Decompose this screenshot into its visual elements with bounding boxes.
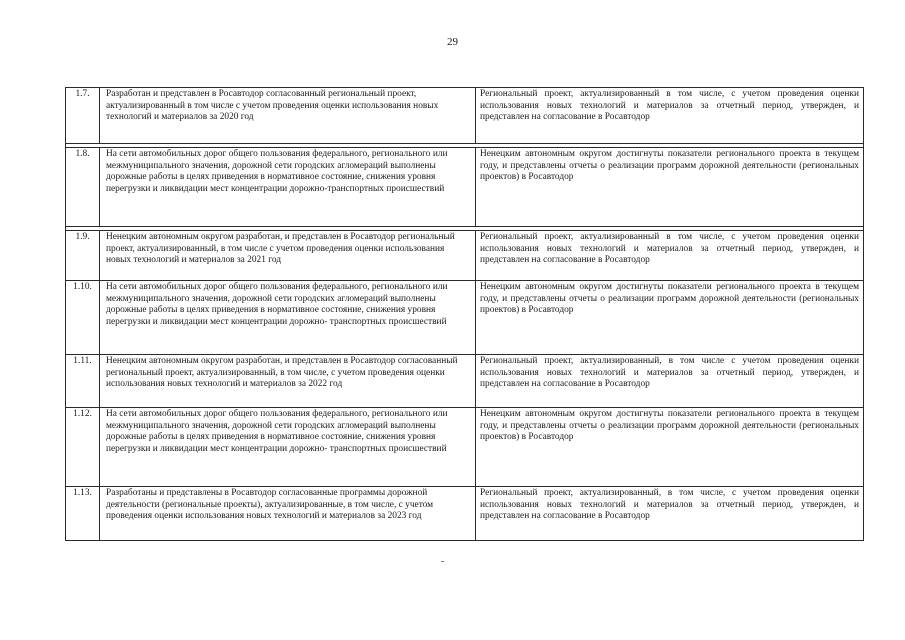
task-text: Ненецким автономным округом разработан, и представлен в Росавтодор региональный проект, актуализированный, в том числе с учетом проведения оценки использования новых технологий и материалов за 2021 год: [100, 231, 476, 281]
scan-speck: [441, 561, 444, 562]
task-text: Разработан и представлен в Росавтодор согласованный региональный проект, актуализированный в том числе с учетом проведения оценки использования новых технологий и материалов за 2020 год: [100, 88, 476, 144]
measures-table: [65, 87, 864, 541]
row-number: 1.8.: [66, 148, 100, 227]
row-number: 1.9.: [66, 231, 100, 281]
table-row: [66, 88, 864, 144]
table-row: [66, 148, 864, 227]
task-text: На сети автомобильных дорог общего пользования федерального, регионального или межмуниципального значения, дорожной сети городских агломераций выполнены дорожные работы в целях приведения в нормативное состояние, снижения уровня перегрузки и ликвидации мест концентрации дорожно- транспортных происшествий: [100, 408, 476, 487]
task-text: На сети автомобильных дорог общего пользования федерального, регионального или межмуниципального значения, дорожной сети городских агломераций выполнены дорожные работы в целях приведения в нормативное состояние, снижения уровня перегрузки и ликвидации мест концентрации дорожно- транспортных происшествий: [100, 281, 476, 355]
result-text: Региональный проект, актуализированный, в том числе с учетом проведения оценки использования новых технологий и материалов за отчетный период, утвержден, и представлен на согласование в Росавтодор: [476, 355, 864, 408]
table-row: [66, 281, 864, 355]
page-number: 29: [447, 36, 458, 48]
row-number: 1.13.: [66, 487, 100, 541]
result-text: Региональный проект, актуализированный в том числе, с учетом проведения оценки использования новых технологий и материалов за отчетный период, утвержден, и представлен на согласование в Росавтодор: [476, 88, 864, 144]
task-text: На сети автомобильных дорог общего пользования федерального, регионального или межмуниципального значения, дорожной сети городских агломераций выполнены дорожные работы в целях приведения в нормативное состояние, снижения уровня перегрузки и ликвидации мест концентрации дорожно-транспортных происшествий: [100, 148, 476, 227]
table-row: [66, 408, 864, 487]
table-row: [66, 355, 864, 408]
result-text: Региональный проект, актуализированный, в том числе, с учетом проведения оценки использования новых технологий и материалов за отчетный период, утвержден, и представлен на согласование в Росавтодор: [476, 487, 864, 541]
table-row: [66, 231, 864, 281]
row-number: 1.12.: [66, 408, 100, 487]
table-row: [66, 487, 864, 541]
row-number: 1.7.: [66, 88, 100, 144]
task-text: Ненецким автономным округом разработан, и представлен в Росавтодор согласованный региональный проект, актуализированный, в том числе, с учетом проведения оценки использования новых технологий и материалов за 2022 год: [100, 355, 476, 408]
result-text: Ненецким автономным округом достигнуты показатели регионального проекта в текущем году, и представлены отчеты о реализации программ дорожной деятельности (региональных проектов) в Росавтодор: [476, 148, 864, 227]
row-number: 1.11.: [66, 355, 100, 408]
result-text: Региональный проект, актуализированный в том числе, с учетом проведения оценки использования новых технологий и материалов за отчетный период, утвержден, и представлен на согласование в Росавтодор: [476, 231, 864, 281]
task-text: Разработаны и представлены в Росавтодор согласованные программы дорожной деятельности (региональные проекты), актуализированные, в том числе, с учетом проведения оценки использования новых технологий и материалов за 2023 год: [100, 487, 476, 541]
row-number: 1.10.: [66, 281, 100, 355]
result-text: Ненецким автономным округом достигнуты показатели регионального проекта в текущем году, и представлены отчеты о реализации программ дорожной деятельности (региональных проектов) в Росавтодор: [476, 408, 864, 487]
result-text: Ненецким автономным округом достигнуты показатели регионального проекта в текущем году, и представлены отчеты о реализации программ дорожной деятельности (региональных проектов) в Росавтодор: [476, 281, 864, 355]
